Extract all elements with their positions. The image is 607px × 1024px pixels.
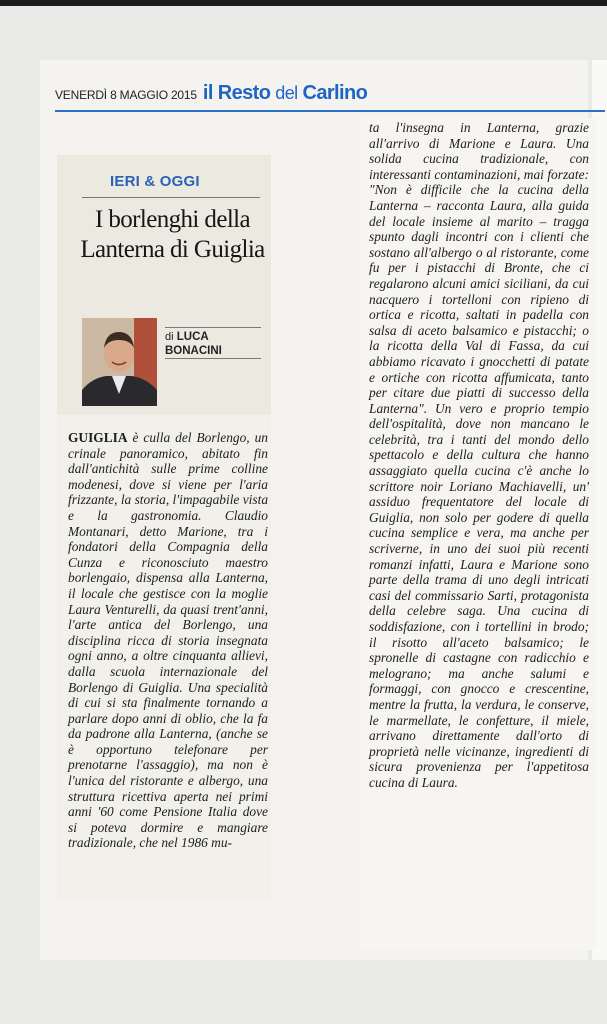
masthead-rule	[55, 110, 605, 112]
author-photo	[82, 318, 157, 406]
body-text-2: ta l'insegna in Lanterna, grazie all'arrivo di Marione e Laura. Una solida cucina tradizionale, con interessanti contaminazioni, mai forzate: "Non è difficile che la cucina della Lanterna – racconta Laura, alla guida del locale insieme al marito – tragga spunto dagli incontri con i clienti che sostano all'albergo o al ristorante, come fu per i pistacchi di Bronte, che ci regalarono alcuni amici siciliani, da cui nacquero i tortelloni con ripieno di ortica e ricotta, saltati in padella con salsa di aceto balsamico e pistacchi; o la ricotta della Val di Fassa, da cui abbiamo ricavato i gnocchetti di patate e ortiche con ricotta affumicata, tanto per citare due piatti di successo della Lanterna". Un vero e proprio tempio dell'ospitalità, dove non mancano le celebrità, tra i tanti del mondo dello spettacolo e della cultura che hanno assaggiato quella cucina c'è anche lo scrittore noir Loriano Machiavelli, un' assiduo frequentatore del locale di Guiglia, non solo per godere di quella cucina semplice e vera, ma anche per scriverne, in uno dei suoi più recenti romanzi infatti, Laura e Marione sono parte della trama di uno degli intricati casi del commissario Sarti, protagonista della celebre saga. Una cucina di soddisfazione, con i tortellini in brodo; il risotto all'aceto balsamico; le spronelle di castagne con radicchio e melograno; ma anche salumi e formaggi, con gnocco e crescentine, mentre la frutta, la verdura, le conserve, le marmellate, le confetture, il miele, arrivano direttamente dall'orto di proprietà nelle vicinanze, ingredienti di sicura provenienza per l'appetitosa cucina di Laura.	[369, 120, 589, 790]
article-headline: I borlenghi della Lanterna di Guiglia	[80, 206, 265, 263]
author-name: LUCA BONACINI	[165, 331, 222, 357]
lead-word: GUIGLIA	[68, 430, 128, 445]
scan-top-edge	[0, 0, 607, 6]
section-rubric: IERI & OGGI	[110, 173, 200, 190]
body-text-1: è culla del Borlengo, un crinale panoramico, abitato fin dall'antichità sulle prime colline modenesi, dove si viene per l'aria frizzante, la storia, l'impagabile vista e la gastronomia. Claudio Montanari, detto Marione, tra i fondatori della Compagnia della Cunza e riconosciuto maestro borlengaio, dispensa alla Lanterna, il locale che gestisce con la moglie Laura Venturelli, da quasi trent'anni, l'arte antica del Borlengo, una disciplina ricca di storia insegnata ogni anno, a oltre cinquanta allievi, dalla scuola internazionale del Borlengo di Guiglia. Una specialità di cui si sta finalmente tornando a parlare dopo anni di oblio, che la fa da padrone alla Lanterna, (anche se è opportuno telefonare per prenotarne l'assaggio), ma non è l'unica del ristorante e albergo, una struttura ricettiva aperta nei primi anni '60 come Pensione Italia dove si poteva dormire e mangiare tradizionale, che nel 1986 mu-	[68, 430, 269, 851]
article-body-column-2	[369, 120, 589, 791]
byline-divider-bottom	[165, 358, 261, 359]
article-body-column-1	[68, 430, 268, 851]
issue-date: VENERDÌ 8 MAGGIO 2015	[55, 88, 197, 102]
rubric-divider	[82, 197, 260, 198]
newspaper-logo: il Resto del Carlino	[202, 82, 368, 104]
byline-divider	[165, 327, 261, 328]
portrait-icon	[82, 318, 157, 406]
masthead	[55, 82, 605, 108]
byline: di LUCA BONACINI	[165, 331, 222, 357]
